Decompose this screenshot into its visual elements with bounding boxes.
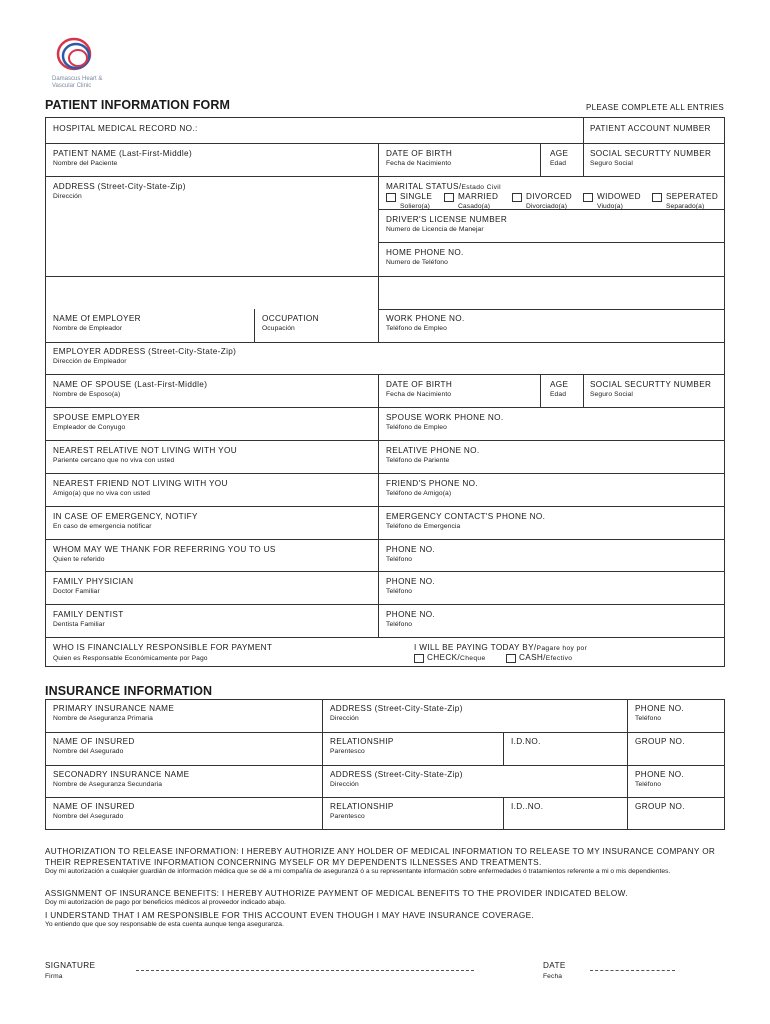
family-dentist-field[interactable]: FAMILY DENTIST [53, 610, 124, 619]
logo-rings-icon [52, 36, 112, 76]
seperated-checkbox[interactable] [652, 193, 662, 202]
patient-dob-field[interactable]: DATE OF BIRTH [386, 149, 453, 158]
patient-account-field[interactable]: PATIENT ACCOUNT NUMBER [590, 124, 711, 133]
spouse-employer-field[interactable]: SPOUSE EMPLOYER [53, 413, 141, 422]
referrer-phone-field[interactable]: PHONE NO. [386, 545, 436, 554]
id-number-2-field[interactable]: I.D..NO. [511, 802, 544, 811]
patient-address-field[interactable]: ADDRESS (Street-City-State-Zip) [53, 182, 186, 191]
employer-name-field[interactable]: NAME Of EMPLOYER [53, 314, 141, 323]
dentist-phone-field[interactable]: PHONE NO. [386, 610, 436, 619]
form-title: PATIENT INFORMATION FORM [45, 98, 231, 112]
insured-name-field[interactable]: NAME OF INSURED [53, 737, 135, 746]
paying-today-label: I WILL BE PAYING TODAY BY/Pagare hoy por [414, 643, 588, 652]
spouse-dob-field[interactable]: DATE OF BIRTH [386, 380, 453, 389]
secondary-insurance-address-field[interactable]: ADDRESS (Street-City-State-Zip) [330, 770, 463, 779]
patient-name-field[interactable]: PATIENT NAME (Last-First-Middle) [53, 149, 193, 158]
primary-insurance-address-field[interactable]: ADDRESS (Street-City-State-Zip) [330, 704, 463, 713]
marital-status-label: MARITAL STATUS/Estado Civil [386, 182, 501, 191]
occupation-field[interactable]: OCCUPATION [262, 314, 319, 323]
release-authorization-text: AUTHORIZATION TO RELEASE INFORMATION: I HEREBY AUTHORIZE ANY HOLDER OF MEDICAL INFORMATION TO RELEASE TO MY INSURANCE COMPANY OR THEIR REPRESENTATIVE INFORMATION CONCERNING MYSELF OR MY DEPENDENTS ILLNESSES AND TREATMENTS. [45, 847, 716, 867]
physician-phone-field[interactable]: PHONE NO. [386, 577, 436, 586]
financially-responsible-field[interactable]: WHO IS FINANCIALLY RESPONSIBLE FOR PAYMENT [53, 643, 273, 652]
work-phone-field[interactable]: WORK PHONE NO. [386, 314, 465, 323]
insurance-heading: INSURANCE INFORMATION [45, 684, 213, 698]
spouse-name-field[interactable]: NAME OF SPOUSE (Last-First-Middle) [53, 380, 208, 389]
spouse-work-phone-field[interactable]: SPOUSE WORK PHONE NO. [386, 413, 504, 422]
responsibility-es: Yo entiendo que que soy responsable de esta cuenta aunque tenga aseguranza. [45, 921, 284, 928]
assignment-benefits-text: ASSIGNMENT OF INSURANCE BENEFITS: I HEREBY AUTHORIZE PAYMENT OF MEDICAL BENEFITS TO THE PROVIDER INDICATED BELOW. [45, 889, 628, 898]
secondary-insurance-phone-field[interactable]: PHONE NO. [635, 770, 685, 779]
patient-ssn-field[interactable]: SOCIAL SECURTTY NUMBER [590, 149, 712, 158]
signature-line[interactable] [136, 970, 474, 971]
home-phone-field[interactable]: HOME PHONE NO. [386, 248, 464, 257]
id-number-field[interactable]: I.D.NO. [511, 737, 541, 746]
relative-field[interactable]: NEAREST RELATIVE NOT LIVING WITH YOU [53, 446, 237, 455]
assignment-benefits-es: Doy mi autorización de pago por beneficios médicos al proveedor indicado abajo. [45, 899, 286, 906]
married-checkbox[interactable] [444, 193, 454, 202]
insured-name-2-field[interactable]: NAME OF INSURED [53, 802, 135, 811]
primary-insurance-field[interactable]: PRIMARY INSURANCE NAME [53, 704, 175, 713]
group-number-2-field[interactable]: GROUP NO. [635, 802, 685, 811]
date-line[interactable] [590, 970, 675, 971]
release-authorization-es: Doy mi autorización a cualquier guardián de información médica que se dé a mi compañía de aseguranzá ó a su representante información sobre enfermedades ó tratamientos referente a mi o mis dependientes. [45, 868, 671, 875]
widowed-checkbox[interactable] [583, 193, 593, 202]
hospital-record-field[interactable]: HOSPITAL MEDICAL RECORD NO.: [53, 124, 198, 133]
date-label: DATE [543, 961, 566, 970]
relationship-field[interactable]: RELATIONSHIP [330, 737, 394, 746]
divorced-checkbox[interactable] [512, 193, 522, 202]
instructions-note: PLEASE COMPLETE ALL ENTRIES [586, 103, 725, 112]
spouse-ssn-field[interactable]: SOCIAL SECURTTY NUMBER [590, 380, 712, 389]
friend-field[interactable]: NEAREST FRIEND NOT LIVING WITH YOU [53, 479, 228, 488]
friend-phone-field[interactable]: FRIEND'S PHONE NO. [386, 479, 479, 488]
cash-checkbox[interactable] [506, 654, 516, 663]
secondary-insurance-field[interactable]: SECONADRY INSURANCE NAME [53, 770, 190, 779]
relationship-2-field[interactable]: RELATIONSHIP [330, 802, 394, 811]
responsibility-text: I UNDERSTAND THAT I AM RESPONSIBLE FOR THIS ACCOUNT EVEN THOUGH I MAY HAVE INSURANCE COVERAGE. [45, 911, 535, 920]
patient-age-field[interactable]: AGE [550, 149, 569, 158]
single-checkbox[interactable] [386, 193, 396, 202]
family-physician-field[interactable]: FAMILY PHYSICIAN [53, 577, 134, 586]
drivers-license-field[interactable]: DRIVER'S LICENSE NUMBER [386, 215, 508, 224]
signature-label: SIGNATURE [45, 961, 96, 970]
relative-phone-field[interactable]: RELATIVE PHONE NO. [386, 446, 480, 455]
emergency-phone-field[interactable]: EMERGENCY CONTACT'S PHONE NO. [386, 512, 546, 521]
primary-insurance-phone-field[interactable]: PHONE NO. [635, 704, 685, 713]
employer-address-field[interactable]: EMPLOYER ADDRESS (Street-City-State-Zip) [53, 347, 237, 356]
clinic-logo-text: Damascus Heart & Vascular Clinic [52, 76, 103, 89]
spouse-age-field[interactable]: AGE [550, 380, 569, 389]
check-checkbox[interactable] [414, 654, 424, 663]
group-number-field[interactable]: GROUP NO. [635, 737, 685, 746]
referrer-field[interactable]: WHOM MAY WE THANK FOR REFERRING YOU TO US [53, 545, 276, 554]
emergency-contact-field[interactable]: IN CASE OF EMERGENCY, NOTIFY [53, 512, 198, 521]
